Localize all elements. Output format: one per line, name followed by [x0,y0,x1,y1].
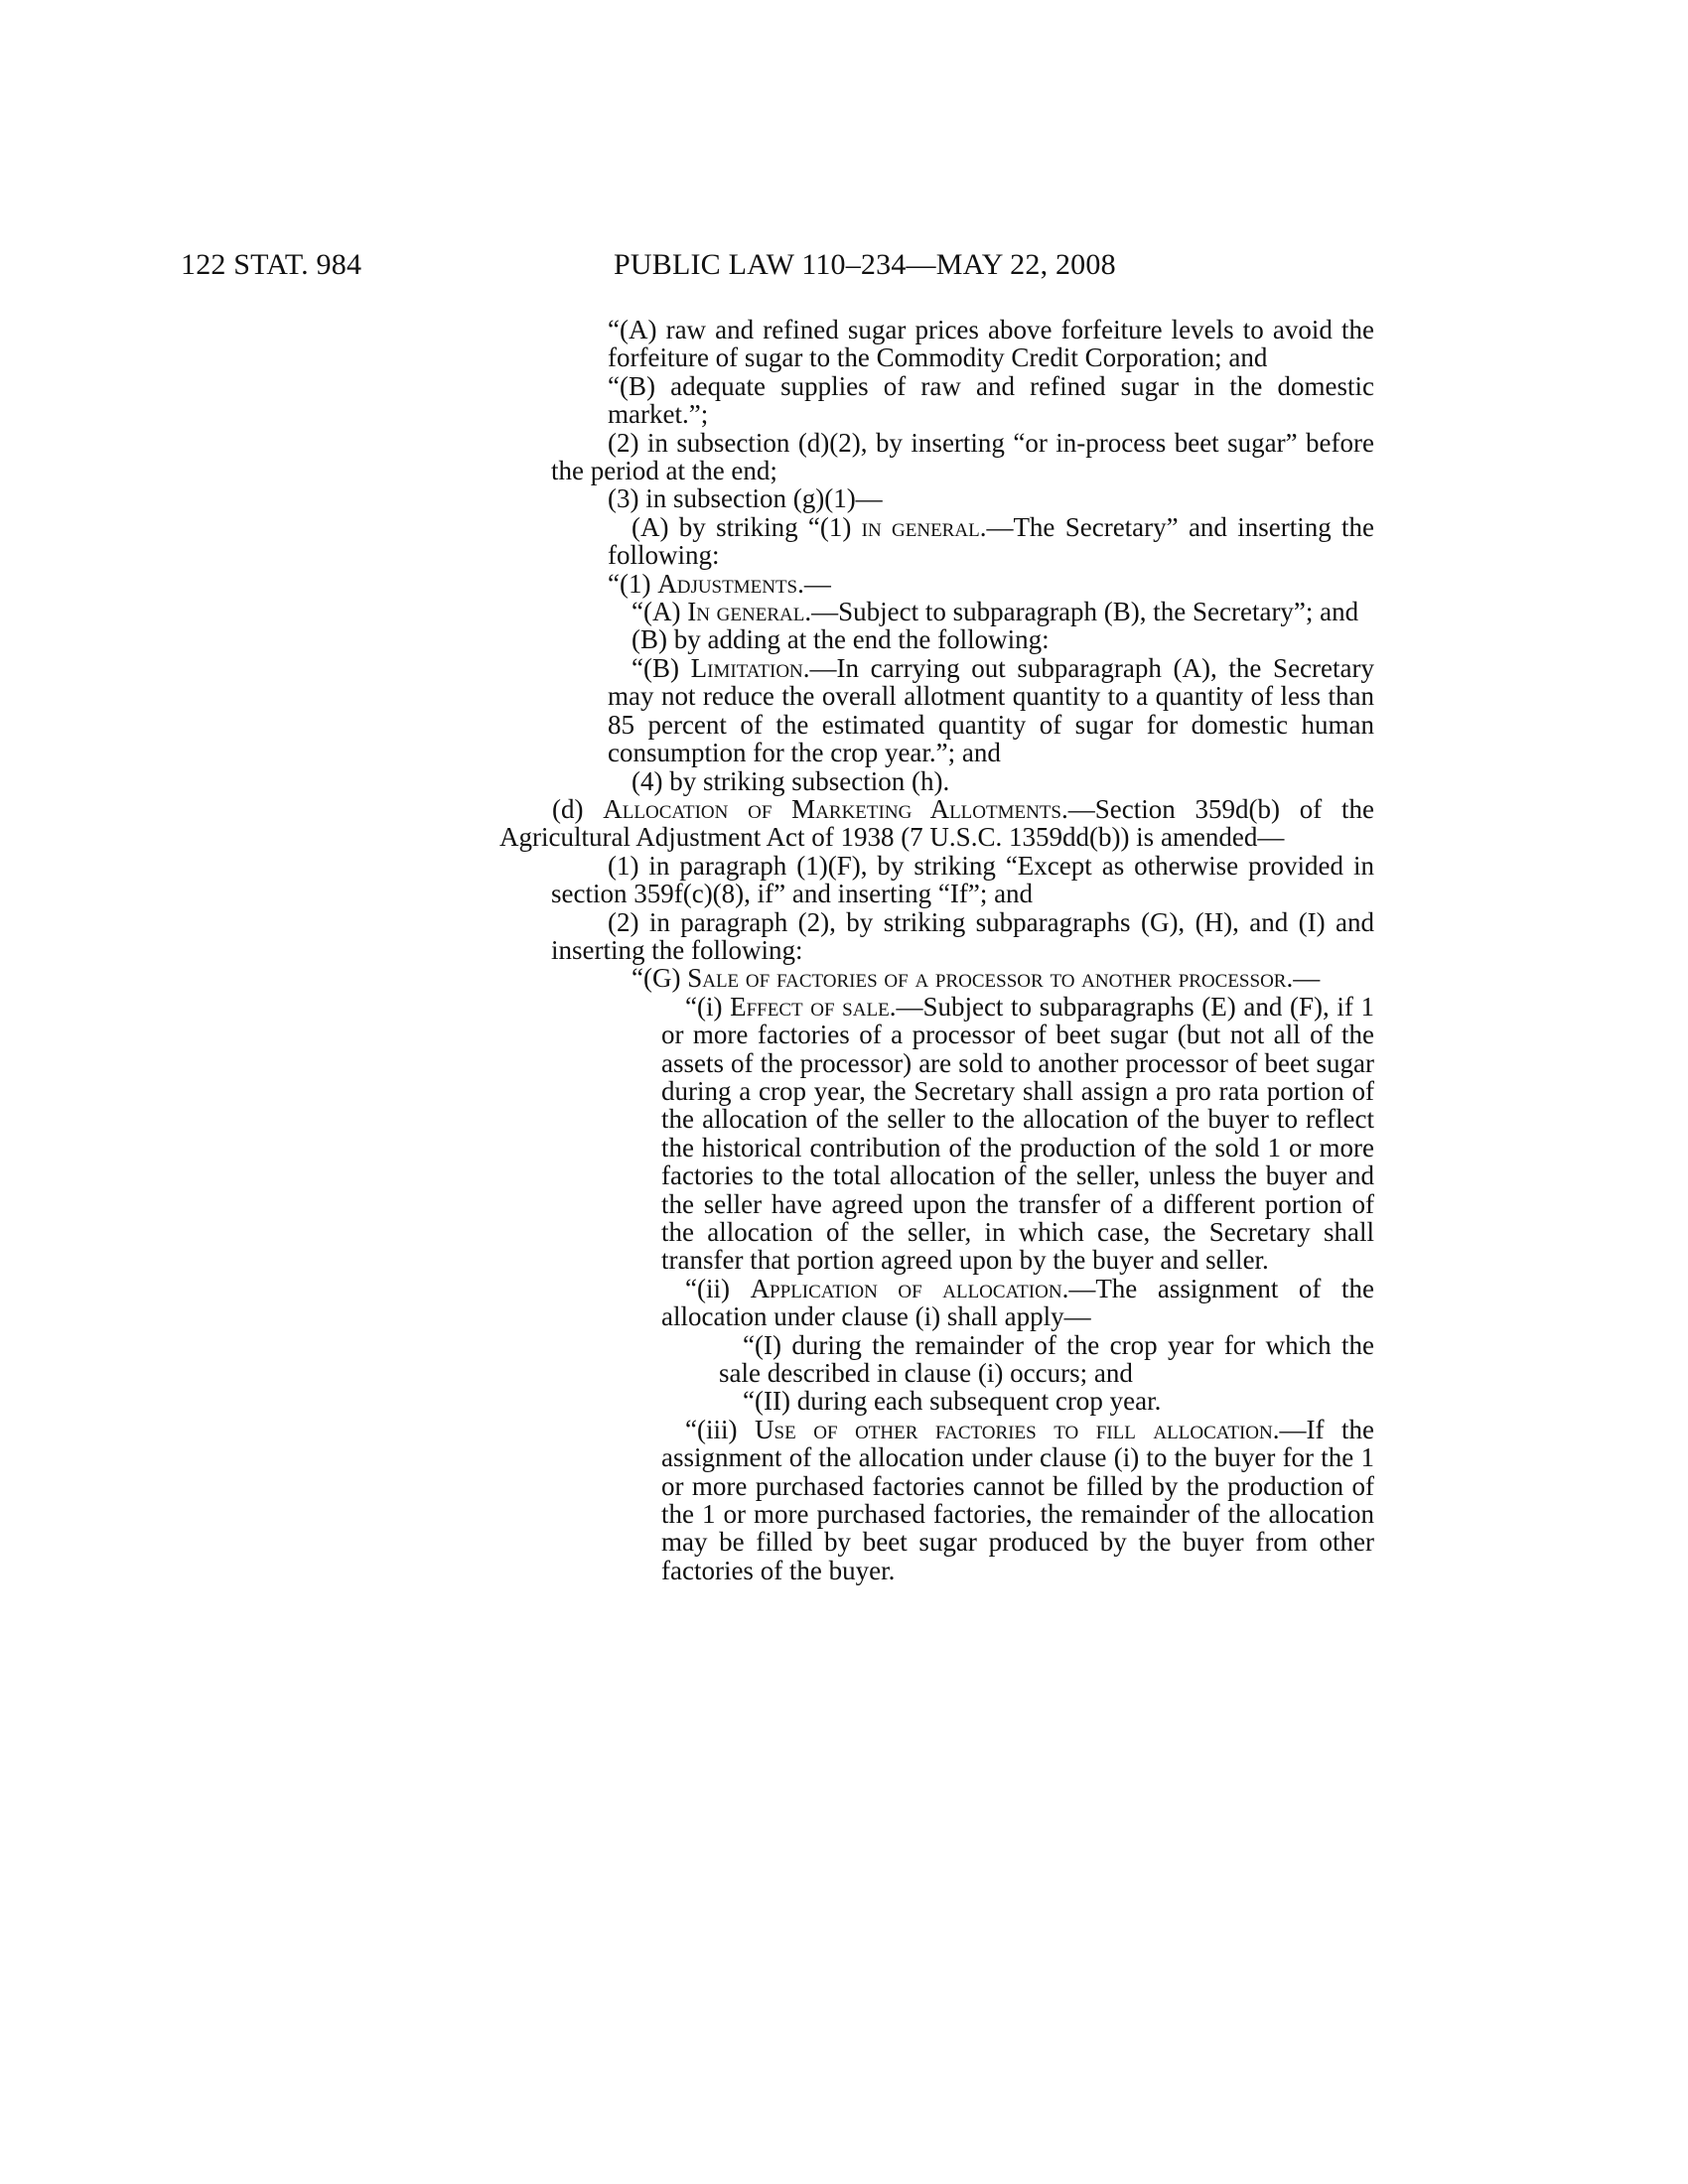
paragraph: “(G) Sale of factories of a processor to another processor.— [632,963,1321,994]
stat-page-number: 122 STAT. 984 [181,248,362,281]
paragraph: “(B) adequate supplies of raw and refined sugar in the domestic market.”; [608,370,1374,430]
paragraph: (4) by striking subsection (h). [632,765,950,796]
paragraph: “(i) Effect of sale.—Subject to subparagraphs (E) and (F), if 1 or more factories of a processor of beet sugar (but not all of the assets of the processor) are sold to another processor of beet sugar during a crop year, the Secretary shall assign a pro rata portion of the allocation of the seller to the allocation of the buyer to reflect the historical contribution of the production of the sold 1 or more factories to the total allocation of the seller, unless the buyer and the seller have agreed upon the transfer of a different portion of the allocation of the seller, in which case, the Secretary shall transfer that portion agreed upon by the buyer and seller. [661,991,1375,1276]
public-law-title: PUBLIC LAW 110–234—MAY 22, 2008 [614,248,1116,281]
paragraph: (A) by striking “(1) in general.—The Secretary” and inserting the following: [608,511,1375,571]
paragraph: “(I) during the remainder of the crop year for which the sale described in clause (i) occurs; and [719,1329,1374,1389]
paragraph: “(A) In general.—Subject to subparagraph (B), the Secretary”; and [632,597,1359,627]
paragraph: “(II) during each subsequent crop year. [743,1386,1162,1417]
paragraph: “(1) Adjustments.— [608,568,831,599]
paragraph: “(ii) Application of allocation.—The assignment of the allocation under clause (i) shall apply— [661,1273,1374,1332]
paragraph: (1) in paragraph (1)(F), by striking “Except as otherwise provided in section 359f(c)(8), if” and inserting “If”; and [551,850,1374,909]
page-header [0,248,1688,288]
paragraph: (B) by adding at the end the following: [632,624,1050,655]
paragraph: (3) in subsection (g)(1)— [608,483,883,514]
paragraph: “(B) Limitation.—In carrying out subparagraph (A), the Secretary may not reduce the overall allotment quantity to a quantity of less than 85 percent of the estimated quantity of sugar for domestic human consumption for the crop year.”; and [608,652,1374,768]
statute-text [0,316,1688,1584]
paragraph: “(iii) Use of other factories to fill allocation.—If the assignment of the allocation under clause (i) to the buyer for the 1 or more purchased factories cannot be filled by the production of the 1 or more purchased factories, the remainder of the allocation may be filled by beet sugar produced by the buyer from other factories of the buyer. [661,1414,1375,1585]
paragraph: (2) in paragraph (2), by striking subparagraphs (G), (H), and (I) and inserting the following: [551,906,1374,965]
paragraph: (d) Allocation of Marketing Allotments.—Section 359d(b) of the Agricultural Adjustment Act of 1938 (7 U.S.C. 1359dd(b)) is amended— [499,793,1374,853]
paragraph: “(A) raw and refined sugar prices above forfeiture levels to avoid the forfeiture of sugar to the Commodity Credit Corporation; and [608,315,1374,373]
paragraph: (2) in subsection (d)(2), by inserting “or in-process beet sugar” before the period at the end; [551,427,1374,486]
